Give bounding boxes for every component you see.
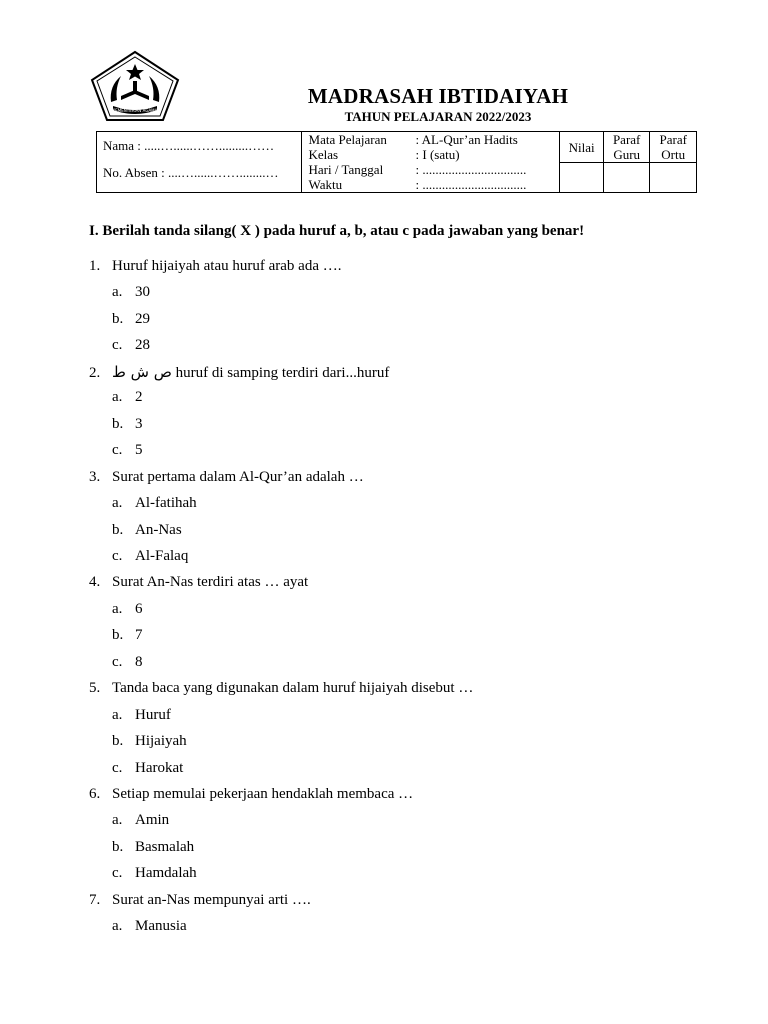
option-3a[interactable]: a. Al-fatihah bbox=[112, 495, 197, 511]
subject-info-cell bbox=[301, 132, 560, 193]
option-4c[interactable]: c. 8 bbox=[112, 654, 143, 670]
logo-text: KEMENTERIAN AGAMA bbox=[112, 108, 158, 113]
option-4b[interactable]: b. 7 bbox=[112, 627, 143, 643]
option-1b[interactable]: b. 29 bbox=[112, 311, 150, 327]
option-5b[interactable]: b. Hijaiyah bbox=[112, 733, 187, 749]
option-1c[interactable]: c. 28 bbox=[112, 337, 150, 353]
option-1a[interactable]: a. 30 bbox=[112, 284, 150, 300]
nilai-box[interactable] bbox=[560, 163, 604, 193]
paraf-ortu-box[interactable] bbox=[650, 163, 697, 193]
option-3c[interactable]: c. Al-Falaq bbox=[112, 548, 189, 564]
emblem-icon bbox=[89, 50, 181, 122]
time-row: Waktu : ................................ bbox=[308, 177, 527, 192]
question-7: 7. Surat an-Nas mempunyai arti …. bbox=[89, 892, 311, 908]
option-3b[interactable]: b. An-Nas bbox=[112, 522, 182, 538]
option-5a[interactable]: a. Huruf bbox=[112, 707, 171, 723]
option-2b[interactable]: b. 3 bbox=[112, 416, 143, 432]
option-2a[interactable]: a. 2 bbox=[112, 389, 143, 405]
arabic-letters: ص ش ط bbox=[112, 363, 172, 381]
question-3: 3. Surat pertama dalam Al-Qur’an adalah … bbox=[89, 469, 364, 485]
paraf-guru-box[interactable] bbox=[603, 163, 650, 193]
option-4a[interactable]: a. 6 bbox=[112, 601, 143, 617]
question-2: 2. ص ش ط huruf di samping terdiri dari...huruf bbox=[89, 363, 390, 381]
option-6a[interactable]: a. Amin bbox=[112, 812, 170, 828]
option-6c[interactable]: c. Hamdalah bbox=[112, 865, 197, 881]
page-subtitle: TAHUN PELAJARAN 2022/2023 bbox=[344, 109, 532, 124]
nilai-header: Nilai bbox=[560, 132, 604, 163]
ministry-logo bbox=[89, 50, 181, 122]
subject-row: Mata Pelajaran : AL-Qur’an Hadits bbox=[308, 132, 518, 147]
instruction-heading: I. Berilah tanda silang( X ) pada huruf a, b, atau c pada jawaban yang benar! bbox=[89, 223, 585, 239]
option-7a[interactable]: a. Manusia bbox=[112, 918, 187, 934]
paraf-ortu-header: Paraf Ortu bbox=[650, 132, 697, 163]
option-2c[interactable]: c. 5 bbox=[112, 442, 143, 458]
question-4: 4. Surat An-Nas terdiri atas … ayat bbox=[89, 574, 309, 590]
page-title: MADRASAH IBTIDAIYAH bbox=[307, 84, 569, 108]
student-info-table bbox=[96, 131, 697, 193]
date-row: Hari / Tanggal : ................................ bbox=[308, 162, 527, 177]
question-6: 6. Setiap memulai pekerjaan hendaklah membaca … bbox=[89, 786, 414, 802]
question-1: 1. Huruf hijaiyah atau huruf arab ada …. bbox=[89, 258, 342, 274]
nama-field[interactable]: Nama : .....…......…….........…… bbox=[103, 138, 275, 153]
paraf-guru-header: Paraf Guru bbox=[603, 132, 650, 163]
student-identity-cell bbox=[97, 132, 302, 193]
question-5: 5. Tanda baca yang digunakan dalam huruf hijaiyah disebut … bbox=[89, 680, 474, 696]
no-absen-field[interactable]: No. Absen : ....…......……........… bbox=[103, 165, 279, 180]
option-5c[interactable]: c. Harokat bbox=[112, 760, 184, 776]
option-6b[interactable]: b. Basmalah bbox=[112, 839, 195, 855]
class-row: Kelas : I (satu) bbox=[308, 147, 460, 162]
